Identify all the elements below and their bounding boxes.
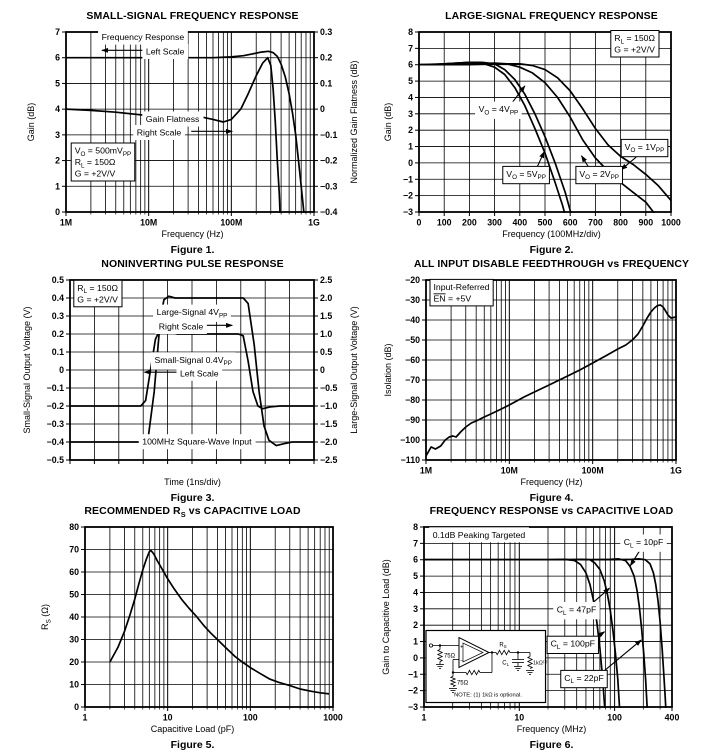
svg-text:−2.5: −2.5 <box>320 455 338 465</box>
svg-text:0.4: 0.4 <box>51 293 64 303</box>
svg-text:30: 30 <box>69 634 79 645</box>
figure-2-chart <box>379 26 724 229</box>
svg-text:100: 100 <box>436 217 452 228</box>
svg-text:−60: −60 <box>405 355 420 365</box>
svg-text:8: 8 <box>408 27 413 37</box>
figure-title: FREQUENCY RESPONSE vs CAPACITIVE LOAD <box>429 505 674 517</box>
y-axis-label-left: Gain to Capacitive Load (dB) <box>381 559 391 675</box>
svg-text:5: 5 <box>55 78 60 89</box>
annotation <box>155 319 207 334</box>
annotation <box>503 166 550 183</box>
svg-text:Gain Flatness: Gain Flatness <box>145 114 200 124</box>
figure-title: ALL INPUT DISABLE FEEDTHROUGH vs FREQUENCY <box>413 258 690 270</box>
svg-text:10: 10 <box>69 679 79 690</box>
svg-text:CL = 10pF: $C_L = 10pF$ <box>623 537 664 550</box>
x-axis-label: Frequency (Hz) <box>520 477 583 487</box>
svg-text:1.5: 1.5 <box>320 311 333 321</box>
svg-text:70: 70 <box>69 544 79 555</box>
svg-text:−30: −30 <box>405 295 420 305</box>
svg-text:2: 2 <box>55 155 60 166</box>
x-axis-label: Time (1ns/div) <box>164 477 221 487</box>
svg-text:VO = 5VPP: $V_O = 5V_{PP}$ <box>506 168 546 182</box>
svg-text:−1: −1 <box>402 174 413 185</box>
svg-text:1: 1 <box>421 712 427 723</box>
series-curve <box>419 62 572 215</box>
svg-text:6: 6 <box>55 52 60 63</box>
figure-caption: Figure 1. <box>170 244 215 256</box>
svg-text:1.0: 1.0 <box>320 329 333 339</box>
svg-text:1000: 1000 <box>323 712 343 723</box>
figure-caption: Figure 5. <box>170 739 215 751</box>
inset-label: $C_L$ <box>502 660 509 668</box>
svg-text:600: 600 <box>562 217 578 228</box>
svg-text:40: 40 <box>69 612 79 622</box>
test-circuit-inset <box>426 631 547 703</box>
svg-text:VO = 500mVPP: $V_O = 500mV_{PP}$ <box>74 145 132 158</box>
svg-text:VO = 1VPP: $V_O = 1V_{PP}$ <box>624 141 665 155</box>
svg-text:Frequency Response: Frequency Response <box>101 32 185 43</box>
y-axis-label-left: Small-Signal Output Voltage (V) <box>22 306 32 434</box>
y-axis-label-left: Gain (dB) <box>26 102 36 142</box>
svg-text:−0.1: −0.1 <box>320 129 338 140</box>
svg-text:0.3: 0.3 <box>320 27 333 37</box>
annotation <box>142 112 203 127</box>
figure-title: SMALL-SIGNAL FREQUENCY RESPONSE <box>86 10 299 22</box>
y-axis-label-left: Isolation (dB) <box>383 343 393 397</box>
svg-text:−1: −1 <box>407 669 418 680</box>
figure-title: RECOMMENDED $R_S$ vs CAPACITIVE LOAD <box>84 505 301 520</box>
series-curve <box>66 51 304 217</box>
svg-text:0.5: 0.5 <box>51 275 64 285</box>
svg-text:100: 100 <box>242 712 258 723</box>
svg-text:200: 200 <box>462 217 477 228</box>
svg-text:Right Scale: Right Scale <box>136 127 182 138</box>
svg-text:RL = 150Ω: $R_L = 150\Omega$ <box>614 33 655 46</box>
svg-text:100: 100 <box>607 712 622 723</box>
y-axis-label-left: Gain (dB) <box>383 102 393 142</box>
svg-text:5: 5 <box>408 76 413 87</box>
svg-text:Small-Signal 0.4VPP: Small-Signal $0.4V_{PP}$ <box>154 354 232 368</box>
inset-label: NOTE: (1) 1kΩ is optional. <box>454 692 522 699</box>
figure-1-chart <box>20 26 365 229</box>
svg-text:−0.4: −0.4 <box>320 207 338 217</box>
svg-text:0: 0 <box>413 652 418 663</box>
svg-text:1: 1 <box>413 636 418 647</box>
annotation <box>429 527 529 542</box>
svg-text:0.3: 0.3 <box>51 311 64 321</box>
svg-text:1: 1 <box>82 712 88 723</box>
svg-text:1M: 1M <box>419 465 433 476</box>
annotation <box>620 535 667 552</box>
figure-5-recommended-rs-vs-capacitive-load <box>20 503 365 751</box>
svg-text:0: 0 <box>320 104 325 115</box>
svg-text:100M: 100M <box>220 217 243 228</box>
svg-text:100M: 100M <box>581 465 604 476</box>
svg-text:8: 8 <box>413 522 418 532</box>
svg-text:2: 2 <box>413 620 418 631</box>
figure-title: NONINVERTING PULSE RESPONSE <box>101 258 284 270</box>
svg-text:Right Scale: Right Scale <box>158 321 204 332</box>
svg-text:RL = 150Ω: $R_L = 150\Omega$ <box>77 282 118 296</box>
svg-text:−1.5: −1.5 <box>320 419 338 429</box>
figure-caption: Figure 4. <box>529 492 574 504</box>
svg-text:5: 5 <box>413 571 418 582</box>
svg-text:2: 2 <box>408 125 413 136</box>
svg-text:0.1dB Peaking Targeted: 0.1dB Peaking Targeted <box>432 529 526 540</box>
svg-text:0: 0 <box>408 157 413 168</box>
svg-text:−0.1: −0.1 <box>46 383 64 393</box>
annotation <box>553 602 600 619</box>
svg-text:4: 4 <box>55 104 60 115</box>
svg-text:−50: −50 <box>405 335 420 345</box>
svg-text:7: 7 <box>413 538 418 549</box>
svg-text:−2.0: −2.0 <box>320 437 338 447</box>
svg-text:7: 7 <box>408 43 413 54</box>
svg-text:−3: −3 <box>407 702 418 712</box>
annotation <box>475 102 522 119</box>
svg-text:0.2: 0.2 <box>320 52 333 63</box>
svg-text:−0.5: −0.5 <box>46 455 64 465</box>
annotation <box>561 670 608 687</box>
annotation <box>430 279 493 306</box>
figure-caption: Figure 3. <box>170 492 215 504</box>
svg-text:10: 10 <box>162 712 173 723</box>
annotation <box>576 166 623 183</box>
svg-text:60: 60 <box>69 567 79 577</box>
y-axis-label-right: Large-Signal Output Voltage (V) <box>349 306 359 434</box>
inset-label: 75Ω <box>456 680 469 687</box>
svg-text:6: 6 <box>413 554 418 565</box>
svg-text:0.5: 0.5 <box>320 347 333 357</box>
svg-text:4: 4 <box>413 587 418 598</box>
svg-text:1M: 1M <box>59 217 73 228</box>
series-curve <box>426 305 676 456</box>
svg-text:10M: 10M <box>500 465 518 476</box>
figure-4-chart <box>379 274 724 477</box>
svg-text:−40: −40 <box>405 315 420 325</box>
inset-label: 75Ω <box>443 653 456 660</box>
svg-text:3: 3 <box>408 108 413 119</box>
y-axis-label-left: $R_S$ (Ω) <box>40 603 53 631</box>
svg-text:−2: −2 <box>407 685 418 696</box>
svg-text:400: 400 <box>512 217 528 228</box>
svg-text:Left Scale: Left Scale <box>145 46 185 57</box>
svg-text:−20: −20 <box>405 275 420 285</box>
svg-text:1: 1 <box>408 141 413 152</box>
inset-label: $R_S$ <box>499 642 507 650</box>
svg-text:CL = 100pF: $C_L = 100pF$ <box>550 638 595 651</box>
x-axis-label: Capacitive Load (pF) <box>150 724 235 734</box>
svg-text:−0.3: −0.3 <box>46 419 64 429</box>
figure-title: LARGE-SIGNAL FREQUENCY RESPONSE <box>445 10 658 22</box>
svg-text:0.2: 0.2 <box>51 329 64 339</box>
svg-text:−2: −2 <box>402 190 413 201</box>
svg-text:700: 700 <box>588 217 603 228</box>
annotation <box>139 434 256 449</box>
svg-text:50: 50 <box>69 589 79 600</box>
annotation <box>547 636 598 653</box>
svg-text:0: 0 <box>320 365 325 375</box>
svg-text:G = +2V/V: G = +2V/V <box>77 294 118 305</box>
svg-text:VO = 2VPP: $V_O = 2V_{PP}$ <box>579 168 620 182</box>
svg-text:900: 900 <box>638 217 654 228</box>
svg-text:−100: −100 <box>400 435 420 445</box>
figure-3-chart <box>20 274 365 477</box>
svg-text:4: 4 <box>408 92 413 103</box>
svg-text:800: 800 <box>613 217 628 228</box>
figure-caption: Figure 6. <box>529 739 574 751</box>
svg-text:100MHz Square-Wave Input: 100MHz Square-Wave Input <box>142 436 252 447</box>
svg-text:−0.4: −0.4 <box>46 437 64 447</box>
series-curve <box>419 62 565 215</box>
annotation <box>98 30 188 45</box>
svg-text:EN = +5V: EN = +5V <box>433 293 472 304</box>
inset-label: $1k\Omega^{(1)}$ <box>532 659 548 667</box>
svg-text:10M: 10M <box>140 217 158 228</box>
svg-text:1G: 1G <box>308 217 320 228</box>
svg-text:−0.5: −0.5 <box>320 383 338 393</box>
svg-text:G = +2V/V: G = +2V/V <box>614 44 655 55</box>
svg-text:0: 0 <box>59 365 64 375</box>
svg-text:−80: −80 <box>405 395 420 405</box>
svg-text:−0.2: −0.2 <box>46 401 64 411</box>
svg-text:400: 400 <box>664 712 680 723</box>
svg-text:CL = 22pF: $C_L = 22pF$ <box>564 672 604 686</box>
svg-text:1G: 1G <box>670 465 682 476</box>
svg-text:3: 3 <box>55 129 60 140</box>
inset-label: + <box>460 644 464 651</box>
svg-text:1000: 1000 <box>661 217 681 228</box>
svg-text:−3: −3 <box>402 207 413 217</box>
svg-text:−0.2: −0.2 <box>320 155 338 166</box>
svg-text:0.1: 0.1 <box>51 347 64 357</box>
figure-2-large-signal-frequency-response <box>379 8 724 256</box>
svg-text:Left Scale: Left Scale <box>179 368 219 379</box>
annotation <box>142 44 188 59</box>
figure-4-disable-feedthrough <box>379 256 724 504</box>
svg-text:2.5: 2.5 <box>320 275 333 285</box>
svg-text:Large-Signal 4VPP: Large-Signal $4V_{PP}$ <box>156 307 228 320</box>
svg-text:3: 3 <box>413 603 418 614</box>
svg-text:2.0: 2.0 <box>320 293 333 303</box>
svg-text:6: 6 <box>408 59 413 70</box>
svg-text:10: 10 <box>514 712 525 723</box>
svg-text:CL = 47pF: $C_L = 47pF$ <box>556 604 597 617</box>
svg-text:−1.0: −1.0 <box>320 401 338 411</box>
figure-1-small-signal-frequency-response <box>20 8 365 256</box>
annotation <box>74 280 122 307</box>
figure-5-chart <box>20 521 365 724</box>
annotation <box>611 31 659 58</box>
svg-text:1: 1 <box>55 181 60 192</box>
x-axis-label: Frequency (MHz) <box>516 724 587 734</box>
svg-text:7: 7 <box>55 27 60 37</box>
annotation <box>133 125 185 140</box>
svg-text:20: 20 <box>69 657 79 667</box>
x-axis-label: Frequency (Hz) <box>161 229 224 239</box>
x-axis-label: Frequency (100MHz/div) <box>502 229 601 239</box>
figure-6-frequency-response-vs-capacitive-load <box>379 503 724 751</box>
figure-3-noninverting-pulse-response <box>20 256 365 504</box>
svg-text:0: 0 <box>74 702 79 712</box>
figure-caption: Figure 2. <box>529 244 574 256</box>
annotation <box>176 366 222 381</box>
svg-text:G = +2V/V: G = +2V/V <box>74 168 116 179</box>
svg-text:500: 500 <box>537 217 553 228</box>
svg-text:−70: −70 <box>405 375 420 385</box>
svg-text:0.1: 0.1 <box>320 78 333 89</box>
svg-text:0: 0 <box>55 207 60 217</box>
svg-text:300: 300 <box>487 217 502 228</box>
y-axis-label-right: Normalized Gain Flatness (dB) <box>349 60 359 184</box>
svg-text:−0.3: −0.3 <box>320 181 338 192</box>
annotation <box>71 143 135 181</box>
svg-text:RL = 150Ω: $R_L = 150\Omega$ <box>74 157 116 170</box>
svg-text:80: 80 <box>69 522 79 532</box>
svg-text:−90: −90 <box>405 415 420 425</box>
annotation <box>621 139 668 156</box>
svg-text:0: 0 <box>416 217 422 228</box>
svg-text:Input-Referred: Input-Referred <box>433 281 490 292</box>
svg-text:−110: −110 <box>400 455 420 465</box>
inset-label: − <box>460 658 464 665</box>
svg-text:VO = 4VPP: $V_O = 4V_{PP}$ <box>478 104 519 117</box>
figure-6-chart <box>379 521 724 724</box>
